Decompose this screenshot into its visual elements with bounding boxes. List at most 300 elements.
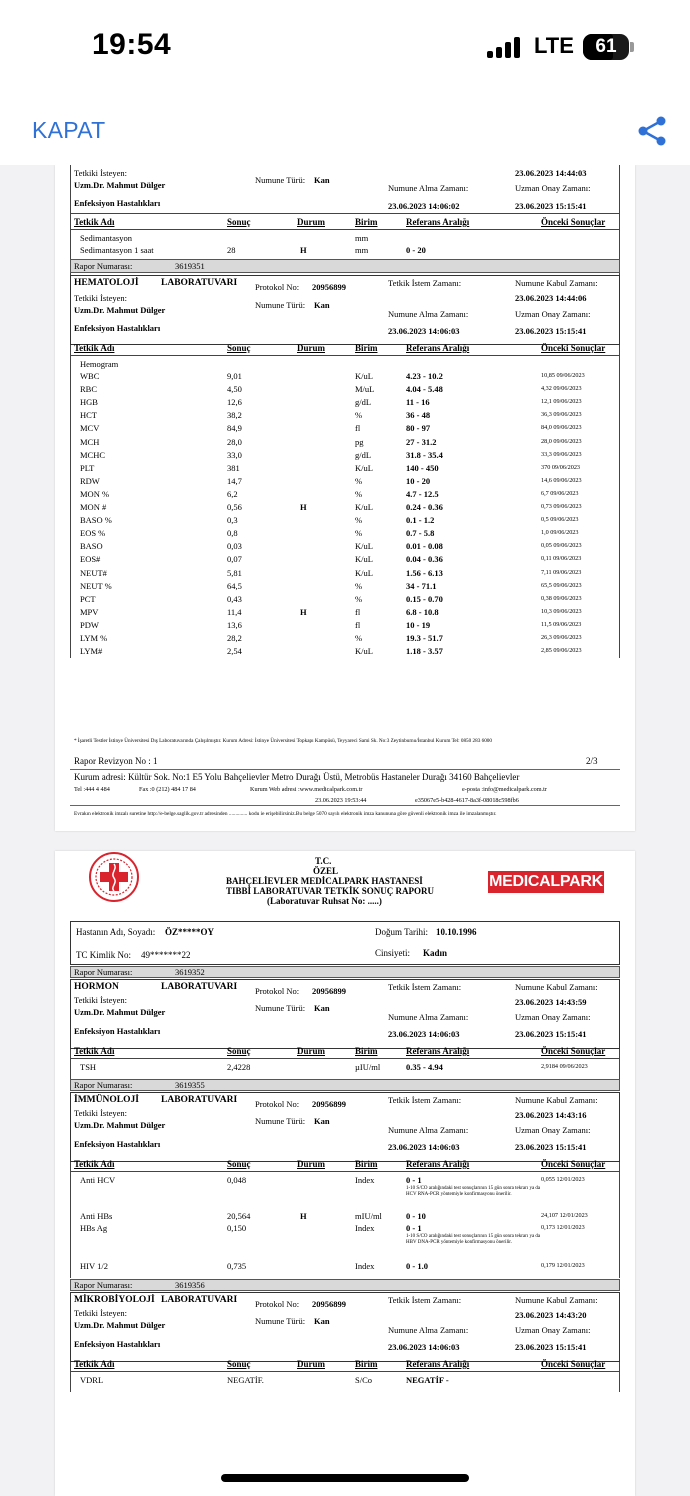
report-number: 3619352 — [175, 967, 205, 977]
test-name: NEUT % — [80, 580, 112, 591]
previous-result: 0,73 09/06/2023 — [541, 503, 582, 510]
header-test-name: Tetkik Adı — [74, 217, 115, 227]
header-status: Durum — [297, 1159, 326, 1169]
accept-time: 23.06.2023 14:44:06 — [515, 293, 587, 303]
sample-type: Kan — [314, 1316, 330, 1326]
requester-label: Tetkiki İsteyen: — [74, 168, 127, 178]
approve-time: 23.06.2023 15:15:41 — [515, 1029, 587, 1039]
header-result: Sonuç — [227, 1159, 251, 1169]
birth-label: Doğum Tarihi: — [375, 927, 428, 937]
requester-label: Tetkiki İsteyen: — [74, 1308, 127, 1318]
divider — [70, 1371, 620, 1372]
unit: g/dL — [355, 397, 372, 408]
approve-label: Uzman Onay Zamanı: — [515, 1125, 591, 1135]
header-reference: Referans Aralığı — [406, 343, 470, 353]
result-value: 64,5 — [227, 580, 242, 591]
previous-result: 0,11 09/06/2023 — [541, 555, 582, 563]
header-status: Durum — [297, 343, 326, 353]
previous-result: 0,05 09/06/2023 — [541, 542, 582, 550]
unit: % — [355, 580, 363, 591]
unit: % — [355, 515, 363, 526]
lab-title: LABORATUVARI — [161, 1295, 238, 1305]
previous-result: 0,173 12/01/2023 — [541, 1224, 585, 1231]
unit: % — [355, 410, 363, 421]
test-name: Sedimantasyon — [80, 233, 132, 243]
reference-range: 0 - 10 — [406, 1211, 426, 1221]
department: Enfeksiyon Hastalıkları — [74, 323, 161, 333]
divider — [70, 1171, 620, 1172]
home-indicator[interactable] — [221, 1474, 469, 1482]
previous-result: 65,5 09/06/2023 — [541, 581, 582, 589]
test-name: WBC — [80, 371, 100, 381]
report-page-3 — [55, 851, 635, 1496]
reference-range: 19.3 - 51.7 — [406, 633, 443, 643]
reference-range: 1.56 - 6.13 — [406, 567, 443, 578]
ministry-logo — [88, 851, 140, 903]
section-title: MİKROBİYOLOJİ — [74, 1295, 155, 1305]
requester-label: Tetkiki İsteyen: — [74, 995, 127, 1005]
test-name: RBC — [80, 384, 98, 395]
institution-address: Kurum adresi: Kültür Sok. No:1 E5 Yolu Bahçelievler Metro Durağı Üstü, Metrobüs Hastaneler Durağı 34160 Bahçelievler — [74, 772, 520, 782]
result-value: 0,56 — [227, 502, 242, 512]
approve-label: Uzman Onay Zamanı: — [515, 1012, 591, 1022]
reference-range: 140 - 450 — [406, 462, 439, 473]
collect-label: Numune Alma Zamanı: — [388, 1125, 469, 1135]
close-button[interactable]: KAPAT — [32, 117, 106, 143]
test-name: EOS % — [80, 528, 106, 539]
title-tc: T.C. — [315, 856, 332, 866]
unit: % — [355, 633, 363, 643]
result-value: 381 — [227, 462, 240, 473]
result-value: 0,150 — [227, 1223, 247, 1233]
unit: M/uL — [355, 384, 375, 395]
header-reference: Referans Aralığı — [406, 1359, 470, 1369]
previous-result: 0,38 09/06/2023 — [541, 594, 582, 602]
report-number-bar — [70, 259, 620, 273]
previous-result: 84,0 09/06/2023 — [541, 424, 582, 432]
section-title: HORMON — [74, 982, 119, 992]
unit: Index — [355, 1175, 375, 1185]
requested-label: Tetkik İstem Zamanı: — [388, 982, 462, 992]
lab-title: LABORATUVARI — [161, 982, 238, 992]
test-name: MCV — [80, 423, 100, 434]
report-number: 3619351 — [175, 261, 205, 271]
section-title: HEMATOLOJİ — [74, 278, 139, 288]
sample-type-label: Numune Türü: — [255, 1003, 306, 1013]
accept-label: Numune Kabul Zamanı: — [515, 982, 598, 992]
test-name: MPV — [80, 606, 99, 617]
result-value: 28 — [227, 245, 236, 255]
result-value: 20,564 — [227, 1211, 251, 1221]
header-test-name: Tetkik Adı — [74, 1359, 115, 1369]
unit: K/uL — [355, 371, 373, 381]
test-name: EOS# — [80, 554, 101, 565]
gender-label: Cinsiyeti: — [375, 948, 411, 958]
previous-result: 11,5 09/06/2023 — [541, 620, 582, 628]
department: Enfeksiyon Hastalıkları — [74, 1026, 161, 1036]
collect-time: 23.06.2023 14:06:03 — [388, 1342, 460, 1352]
header-previous: Önceki Sonuçlar — [541, 217, 606, 227]
previous-result: 24,107 12/01/2023 — [541, 1212, 588, 1219]
previous-result: 0,055 12/01/2023 — [541, 1176, 585, 1183]
test-name: HGB — [80, 397, 98, 408]
lab-title: LABORATUVARI — [161, 278, 238, 288]
unit: fl — [355, 606, 361, 617]
approve-label: Uzman Onay Zamanı: — [515, 309, 591, 319]
unit: % — [355, 488, 363, 499]
revision-number: Rapor Revizyon No : 1 — [74, 756, 158, 766]
test-name: MCHC — [80, 449, 106, 460]
status-flag: H — [300, 245, 307, 255]
report-number: 3619355 — [175, 1080, 205, 1090]
approve-label: Uzman Onay Zamanı: — [515, 1325, 591, 1335]
result-value: 0,048 — [227, 1175, 247, 1185]
result-value: NEGATİF. — [227, 1375, 264, 1385]
lab-title: LABORATUVARI — [161, 1095, 238, 1105]
reference-range: 11 - 16 — [406, 397, 430, 408]
phone: Tel :444 4 484 — [74, 786, 110, 793]
department: Enfeksiyon Hastalıkları — [74, 1139, 161, 1149]
header-unit: Birim — [355, 1159, 378, 1169]
reference-range: 0.15 - 0.70 — [406, 593, 443, 604]
unit: fl — [355, 423, 361, 434]
accept-time: 23.06.2023 14:43:16 — [515, 1110, 587, 1120]
signal-icon — [487, 36, 523, 58]
status-bar — [0, 0, 690, 95]
protocol-number: 20956899 — [312, 986, 346, 996]
previous-result: 10,3 09/06/2023 — [541, 607, 582, 615]
header-unit: Birim — [355, 1046, 378, 1056]
approve-time: 23.06.2023 15:15:41 — [515, 1342, 587, 1352]
result-value: 0,735 — [227, 1261, 247, 1271]
result-value: 0,8 — [227, 528, 238, 539]
document-hash: e35067e5-b428-4617-8a3f-08018c598fb6 — [415, 797, 519, 804]
accept-time: 23.06.2023 14:44:03 — [515, 168, 587, 178]
result-value: 9,01 — [227, 371, 242, 381]
unit: K/uL — [355, 554, 373, 565]
protocol-label: Protokol No: — [255, 986, 300, 996]
test-name: HCT — [80, 410, 97, 421]
test-name: Anti HCV — [80, 1175, 116, 1185]
network-type: LTE — [534, 33, 574, 58]
status-flag: H — [300, 1211, 307, 1221]
reference-note: 1-10 S/CO aralığındaki test sonuçlarının 15 gün sonra tekrarı ya da HBV DNA-PCR yöntemiyle konfirmasyonu önerilir. — [406, 1234, 541, 1245]
reference-range: 31.8 - 35.4 — [406, 449, 443, 460]
previous-result: 14,6 09/06/2023 — [541, 476, 582, 484]
sample-type-label: Numune Türü: — [255, 300, 306, 310]
reference-range: 34 - 71.1 — [406, 580, 437, 591]
reference-range: 0.7 - 5.8 — [406, 528, 435, 539]
reference-range: 0.04 - 0.36 — [406, 554, 443, 565]
header-result: Sonuç — [227, 1359, 251, 1369]
header-test-name: Tetkik Adı — [74, 1159, 115, 1169]
previous-result: 7,11 09/06/2023 — [541, 568, 582, 576]
unit: K/uL — [355, 462, 373, 473]
result-value: 12,6 — [227, 397, 242, 408]
report-number-bar — [70, 966, 620, 978]
previous-result: 28,0 09/06/2023 — [541, 437, 582, 445]
result-value: 28,2 — [227, 633, 242, 643]
test-name: LYM# — [80, 646, 103, 657]
reference-range: 0 - 1.0 — [406, 1261, 428, 1271]
border — [70, 1362, 71, 1392]
result-value: 4,50 — [227, 384, 242, 395]
previous-result: 10,85 09/06/2023 — [541, 372, 585, 379]
result-value: 2,54 — [227, 646, 242, 657]
unit: K/uL — [355, 541, 373, 552]
test-name: LYM % — [80, 633, 108, 643]
sample-type-label: Numune Türü: — [255, 175, 306, 185]
requester-label: Tetkiki İsteyen: — [74, 1108, 127, 1118]
patient-name: ÖZ*****OY — [165, 927, 215, 937]
test-name: PDW — [80, 619, 99, 630]
collect-label: Numune Alma Zamanı: — [388, 1325, 469, 1335]
test-name: MON # — [80, 502, 107, 512]
protocol-label: Protokol No: — [255, 1099, 300, 1109]
test-name: TSH — [80, 1062, 97, 1072]
fax: Fax :0 (212) 484 17 84 — [139, 786, 196, 793]
test-name: Anti HBs — [80, 1211, 113, 1221]
report-label: Rapor Numarası: — [74, 261, 133, 271]
department: Enfeksiyon Hastalıkları — [74, 1339, 161, 1349]
battery-icon — [583, 34, 629, 60]
accept-label: Numune Kabul Zamanı: — [515, 1095, 598, 1105]
unit: % — [355, 528, 363, 539]
accept-label: Numune Kabul Zamanı: — [515, 278, 598, 288]
sample-type-label: Numune Türü: — [255, 1316, 306, 1326]
reference-range: 0 - 20 — [406, 245, 426, 255]
header-previous: Önceki Sonuçlar — [541, 1046, 606, 1056]
department: Enfeksiyon Hastalıkları — [74, 198, 161, 208]
collect-label: Numune Alma Zamanı: — [388, 1012, 469, 1022]
test-name: MON % — [80, 488, 110, 499]
test-name: HIV 1/2 — [80, 1261, 108, 1271]
header-unit: Birim — [355, 1359, 378, 1369]
reference-range: 36 - 48 — [406, 410, 431, 421]
result-value: 33,0 — [227, 449, 242, 460]
unit: mIU/ml — [355, 1211, 382, 1221]
unit: mm — [355, 245, 369, 255]
protocol-number: 20956899 — [312, 1099, 346, 1109]
header-previous: Önceki Sonuçlar — [541, 1359, 606, 1369]
collect-time: 23.06.2023 14:06:03 — [388, 326, 460, 336]
test-name: MCH — [80, 436, 100, 447]
reference-range: 10 - 19 — [406, 619, 431, 630]
section-title: İMMÜNOLOJİ — [74, 1095, 139, 1105]
unit: % — [355, 475, 363, 486]
previous-result: 33,3 09/06/2023 — [541, 450, 582, 458]
report-number: 3619356 — [175, 1280, 205, 1290]
group-label: Hemogram — [80, 359, 119, 369]
result-value: 38,2 — [227, 410, 242, 421]
test-name: Sedimantasyon 1 saat — [80, 245, 154, 255]
doctor-name: Uzm.Dr. Mahmut Dülger — [74, 305, 166, 315]
reference-range: 0.01 - 0.08 — [406, 541, 443, 552]
unit: Index — [355, 1261, 375, 1271]
status-flag: H — [300, 502, 307, 512]
unit: K/uL — [355, 646, 373, 657]
reference-range: 0 - 1 — [406, 1175, 422, 1185]
reference-range: 1.18 - 3.57 — [406, 646, 443, 657]
print-time: 23.06.2023 19:53:44 — [315, 797, 367, 804]
previous-result: 2,9184 09/06/2023 — [541, 1063, 588, 1070]
reference-range: 0.24 - 0.36 — [406, 502, 443, 512]
collect-label: Numune Alma Zamanı: — [388, 309, 469, 319]
website: Kurum Web adresi :www.medicalpark.com.tr — [250, 786, 363, 793]
sample-type: Kan — [314, 1116, 330, 1126]
header-reference: Referans Aralığı — [406, 217, 470, 227]
previous-result: 4,32 09/06/2023 — [541, 385, 582, 393]
unit: fl — [355, 619, 361, 630]
header-result: Sonuç — [227, 217, 251, 227]
approve-time: 23.06.2023 15:15:41 — [515, 326, 587, 336]
status-flag: H — [300, 606, 307, 617]
approve-label: Uzman Onay Zamanı: — [515, 183, 591, 193]
sample-type: Kan — [314, 1003, 330, 1013]
result-value: 2,4228 — [227, 1062, 251, 1072]
birth-date: 10.10.1996 — [436, 927, 477, 937]
test-name: HBs Ag — [80, 1223, 108, 1233]
gender: Kadın — [423, 948, 448, 958]
header-status: Durum — [297, 1359, 326, 1369]
accept-time: 23.06.2023 14:43:59 — [515, 997, 587, 1007]
accept-label: Numune Kabul Zamanı: — [515, 1295, 598, 1305]
result-value: 28,0 — [227, 436, 242, 447]
approve-time: 23.06.2023 15:15:41 — [515, 201, 587, 211]
header-reference: Referans Aralığı — [406, 1046, 470, 1056]
status-time: 19:54 — [92, 28, 172, 61]
title-hospital: BAHÇELİEVLER MEDİCALPARK HASTANESİ — [226, 876, 423, 886]
report-number-bar — [70, 1079, 620, 1091]
medicalpark-logo: MEDICALPARK — [488, 871, 604, 893]
test-name: NEUT# — [80, 567, 107, 578]
reference-range: 0 - 1 — [406, 1223, 422, 1233]
share-icon[interactable] — [636, 115, 668, 147]
result-value: 6,2 — [227, 488, 238, 499]
test-name: RDW — [80, 475, 100, 486]
report-page-2 — [55, 165, 635, 831]
requested-label: Tetkik İstem Zamanı: — [388, 1095, 462, 1105]
doctor-name: Uzm.Dr. Mahmut Dülger — [74, 1320, 166, 1330]
reference-range: 4.04 - 5.48 — [406, 384, 443, 395]
reference-range: 10 - 20 — [406, 475, 431, 486]
header-test-name: Tetkik Adı — [74, 1046, 115, 1056]
unit: K/uL — [355, 567, 373, 578]
protocol-number: 20956899 — [312, 1299, 346, 1309]
reference-range: 0.1 - 1.2 — [406, 515, 435, 526]
result-value: 13,6 — [227, 619, 242, 630]
border — [619, 1362, 620, 1392]
unit: K/uL — [355, 502, 373, 512]
requester-label: Tetkiki İsteyen: — [74, 293, 127, 303]
test-name: PLT — [80, 462, 95, 473]
report-label: Rapor Numarası: — [74, 967, 133, 977]
reference-range: 27 - 31.2 — [406, 436, 437, 447]
border — [70, 1162, 71, 1278]
header-test-name: Tetkik Adı — [74, 343, 115, 353]
collect-label: Numune Alma Zamanı: — [388, 183, 469, 193]
collect-time: 23.06.2023 14:06:02 — [388, 201, 460, 211]
reference-range: 6.8 - 10.8 — [406, 606, 439, 617]
header-unit: Birim — [355, 343, 378, 353]
approve-time: 23.06.2023 15:15:41 — [515, 1142, 587, 1152]
report-number-bar — [70, 1279, 620, 1291]
requested-label: Tetkik İstem Zamanı: — [388, 1295, 462, 1305]
header-reference: Referans Aralığı — [406, 1159, 470, 1169]
document-viewer[interactable] — [0, 165, 690, 1496]
previous-result: 370 09/06/2023 — [541, 463, 581, 471]
previous-result: 0,179 12/01/2023 — [541, 1262, 585, 1269]
reference-range: 80 - 97 — [406, 423, 431, 434]
collect-time: 23.06.2023 14:06:03 — [388, 1142, 460, 1152]
doctor-name: Uzm.Dr. Mahmut Dülger — [74, 180, 166, 190]
result-value: 0,07 — [227, 554, 242, 565]
reference-range: 4.23 - 10.2 — [406, 371, 443, 381]
protocol-number: 20956899 — [312, 282, 346, 292]
tc-label: TC Kimlik No: — [76, 950, 132, 960]
patient-label: Hastanın Adı, Soyadı: — [76, 927, 156, 937]
email: e-posta :info@medicalpark.com.tr — [462, 786, 547, 793]
border — [70, 1049, 71, 1079]
header-status: Durum — [297, 217, 326, 227]
battery-level: 61 — [595, 36, 617, 57]
header-unit: Birim — [355, 217, 378, 227]
previous-result: 12,1 09/06/2023 — [541, 398, 582, 406]
reference-range: 0.35 - 4.94 — [406, 1062, 443, 1072]
unit: mm — [355, 233, 369, 243]
test-name: PCT — [80, 593, 96, 604]
unit: pg — [355, 436, 364, 447]
previous-result: 26,3 09/06/2023 — [541, 634, 582, 641]
protocol-label: Protokol No: — [255, 282, 300, 292]
accept-time: 23.06.2023 14:43:20 — [515, 1310, 587, 1320]
unit: S/Co — [355, 1375, 373, 1385]
previous-result: 36,3 09/06/2023 — [541, 411, 582, 419]
result-value: 5,81 — [227, 567, 242, 578]
header-status: Durum — [297, 1046, 326, 1056]
result-value: 0,03 — [227, 541, 242, 552]
reference-range: 4.7 - 12.5 — [406, 488, 439, 499]
previous-result: 1,0 09/06/2023 — [541, 529, 579, 537]
battery-tip — [630, 42, 634, 52]
esign-notice: Evrakın elektronik imzalı suretine http://e-belge.saglik.gov.tr adresinden .............. kodu ie erişebilirsiniz.Bu belge 5070 sayılı elektronik imza kanununa göre güvenli elektronik imza ile imzalanmıştır. — [74, 811, 497, 817]
header-previous: Önceki Sonuçlar — [541, 1159, 606, 1169]
unit: Index — [355, 1223, 375, 1233]
header-result: Sonuç — [227, 1046, 251, 1056]
title-report: TIBBİ LABORATUVAR TETKİK SONUÇ RAPORU — [226, 886, 435, 896]
collect-time: 23.06.2023 14:06:03 — [388, 1029, 460, 1039]
header-previous: Önceki Sonuçlar — [541, 343, 606, 353]
test-name: VDRL — [80, 1375, 104, 1385]
test-name: BASO — [80, 541, 103, 552]
report-label: Rapor Numarası: — [74, 1280, 133, 1290]
border — [619, 1049, 620, 1079]
sample-type: Kan — [314, 300, 330, 310]
sample-type-label: Numune Türü: — [255, 1116, 306, 1126]
result-value: 0,43 — [227, 593, 242, 604]
header-result: Sonuç — [227, 343, 251, 353]
footnote: * İşaretli Testler İstinye Üniversitesi Dış Laboratuvarında Çalışılmıştır. Kurum Adresi: İstinye Üniversitesi Topkapı Kampüsü, Teyyareci Sami Sk. No:3 Zeytinburnu/İstanbul Kurum Tel: 0850 283 6000 — [74, 738, 492, 744]
title-ozel: ÖZEL — [313, 866, 339, 876]
previous-result: 6,7 09/06/2023 — [541, 489, 579, 497]
result-value: 11,4 — [227, 606, 242, 617]
protocol-label: Protokol No: — [255, 1299, 300, 1309]
result-value: 14,7 — [227, 475, 242, 486]
nav-bar — [0, 95, 690, 165]
reference-note: 1-10 S/CO aralığındaki test sonuçlarının 15 gün sonra tekrarı ya da HCV RNA-PCR yöntemiyle konfirmasyonu önerilir. — [406, 1186, 541, 1197]
report-label: Rapor Numarası: — [74, 1080, 133, 1090]
title-license: (Laboratuvar Ruhsat No: .....) — [267, 896, 382, 906]
